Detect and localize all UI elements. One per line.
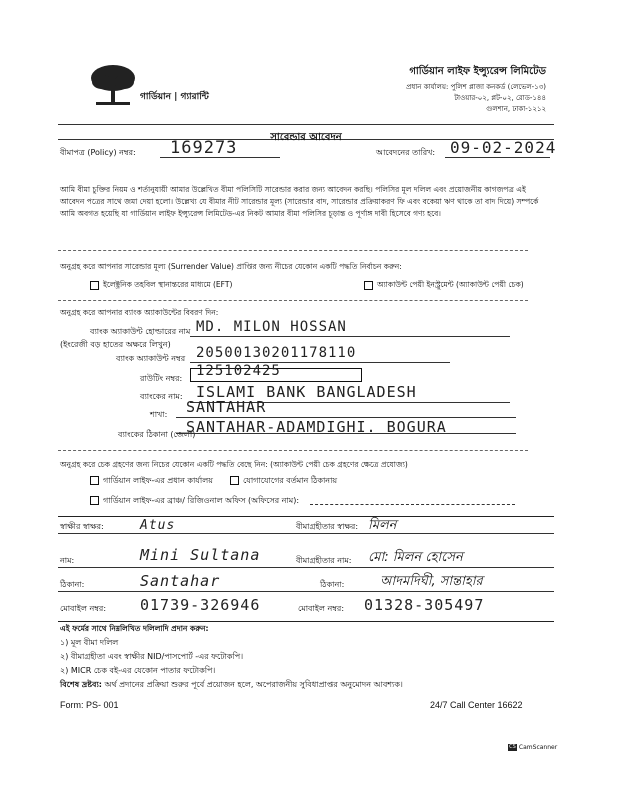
cheque-opt1[interactable] (90, 476, 213, 486)
eft-label: ইলেক্ট্রনিক তহবিল স্থানান্তরের মাধ্যমে (EFT) (103, 280, 233, 289)
witness-address-value[interactable]: Santahar (140, 572, 221, 590)
policy-label: বীমাপত্র (Policy) নম্বর: (60, 148, 136, 157)
witness-sig-label: স্বাক্ষীর স্বাক্ষর: (60, 522, 104, 531)
cheque-opt1-label: গার্ডিয়ান লাইফ-এর প্রধান কার্যালয় (103, 476, 213, 485)
company-logo (88, 62, 228, 108)
insured-mobile-label: মোবাইল নম্বর: (298, 604, 345, 613)
acc-holder-value[interactable]: MD. MILON HOSSAN (196, 319, 347, 335)
form-title: সারেন্ডার আবেদন (270, 132, 342, 143)
scanner-label: CamScanner (518, 744, 558, 751)
insured-sig-value[interactable]: মিলন (368, 518, 397, 533)
cheque-opt2-checkbox[interactable] (230, 476, 239, 485)
cheque-label: অ্যাকাউন্ট পেয়ী ইনস্ট্রুমেন্ট (অ্যাকাউন্ট পেয়ী চেক) (377, 280, 524, 289)
bank-intro: অনুগ্রহ করে আপনার ব্যাংক অ্যাকাউন্টের বিবরণ দিন: (60, 308, 219, 317)
tree-logo-icon (88, 62, 138, 108)
insured-address-value[interactable]: আদমদিঘী, সান্তাহার (380, 574, 483, 589)
payment-intro: অনুগ্রহ করে আপনার সারেন্ডার মূল্য (Surrender Value) প্রাপ্তির জন্য নীচের যেকোন একটি পদ্ধতি নির্বাচন করুন: (60, 262, 402, 271)
bank-address-value[interactable]: SANTAHAR-ADAMDIGHI. BOGURA (186, 418, 447, 436)
doc-item-2: ২) বীমাগ্রহীতা এবং স্বাক্ষীর NID/পাসপোর্ট -এর ফটোকপি। (60, 652, 244, 661)
bank-name-value[interactable]: ISLAMI BANK BANGLADESH (196, 383, 417, 401)
eft-checkbox[interactable] (90, 281, 99, 290)
insured-name-value[interactable]: মো: মিলন হোসেন (368, 550, 463, 565)
routing-value[interactable]: 125102425 (196, 363, 281, 379)
acc-holder-label: ব্যাংক অ্যাকাউন্ট হোল্ডারের নাম (90, 327, 191, 336)
routing-label: রাউটিং নম্বর: (140, 374, 183, 383)
witness-name-label: নাম: (60, 556, 75, 565)
camscanner-icon: CS (509, 744, 516, 750)
logo-text: গার্ডিয়ান | গ্যারান্টি (140, 92, 209, 102)
call-center: 24/7 Call Center 16622 (430, 700, 523, 710)
witness-address-label: ঠিকানা: (60, 580, 85, 589)
acc-no-label: ব্যাংক অ্যাকাউন্ট নম্বর (116, 354, 186, 363)
company-name: গার্ডিয়ান লাইফ ইন্স্যুরেন্স লিমিটেড (409, 66, 546, 77)
witness-mobile-label: মোবাইল নম্বর: (60, 604, 107, 613)
note-label: বিশেষ দ্রষ্টব্য: (60, 680, 102, 689)
witness-mobile-value[interactable]: 01739-326946 (140, 596, 261, 614)
cheque-opt3-label: গার্ডিয়ান লাইফ-এর ব্রাঞ্চ/ রিজিওনাল অফিস (অফিসের নাম): (103, 496, 300, 505)
cheque-opt2-label: যোগাযোগের বর্তমান ঠিকানায় (243, 476, 338, 485)
address-line2: টাওয়ার-০২, প্লট-০২, রোড-১৪৪ (454, 94, 546, 102)
docs-intro: এই ফর্মের সাথে নিম্নলিখিত দলিলাদি প্রদান করুন: (60, 624, 209, 633)
cheque-opt3-checkbox[interactable] (90, 496, 99, 505)
acc-holder-note: (ইংরেজী বড় হাতের অক্ষরে লিখুন) (60, 340, 171, 349)
payment-eft-option[interactable] (90, 280, 232, 290)
payment-cheque-option[interactable] (364, 280, 524, 290)
form-number: Form: PS- 001 (60, 700, 119, 710)
special-note (60, 680, 403, 690)
witness-name-value[interactable]: Mini Sultana (140, 546, 261, 564)
branch-label: শাখা: (150, 410, 168, 419)
note-text: অর্থ প্রদানের প্রক্রিয়া শুরুর পূর্বে প্রয়োজন হলে, অপেরাজনীয় সুবিধাপ্রাপ্তর অনুমোদন আবশ্যক। (104, 680, 403, 689)
cheque-opt1-checkbox[interactable] (90, 476, 99, 485)
cheque-intro: অনুগ্রহ করে চেক গ্রহণের জন্য নিচের যেকোন একটি পদ্ধতি বেছে নিন: (অ্যাকাউন্ট পেয়ী চেক গ্রহণের ক্ষেত্রে প্রযোজ্য) (60, 460, 408, 469)
policy-value[interactable]: 169273 (170, 138, 238, 158)
address-line1: প্রধান কার্যালয়: পুলিশ প্লাজা কনকর্ড (লেভেল-১৩) (406, 83, 546, 91)
address-line3: গুলশান, ঢাকা-১২১২ (486, 105, 546, 113)
date-label: আবেদনের তারিখ: (376, 148, 436, 157)
cheque-checkbox[interactable] (364, 281, 373, 290)
insured-name-label: বীমাগ্রহীতার নাম: (296, 556, 352, 565)
insured-mobile-value[interactable]: 01328-305497 (364, 596, 485, 614)
doc-item-3: ২) MICR চেক বই-এর যেকোন পাতার ফটোকপি। (60, 666, 216, 675)
cheque-opt2[interactable] (230, 476, 337, 486)
branch-value[interactable]: SANTAHAR (186, 398, 267, 416)
declaration-text: আমি বীমা চুক্তির নিয়ম ও শর্তানুযায়ী আমার উল্লেখিত বীমা পলিসিটি সারেন্ডার করার জন্য আবেদন করছি। পলিসির মূল দলিল এবং প্রয়োজনীয় কাগজপত্র এই আবেদন পত্রের সাথে জমা দেয়া হলো। উল্লেখ্য যে বীমার নীট সারেন্ডার মূল্য (সারেন্ডার বাদ, সারেন্ডার প্রক্রিয়াকরণ ফি এবং বকেয়া ঋণ থাকে তা বাদ দিয়ে) সম্পর্কে আমি অবগত হয়েছি যা গার্ডিয়ান লাইফ ইন্স্যুরেন্স লিমিটেড-এর নিকট আমার বীমা পলিসির চূড়ান্ত ও পূর্ণাঙ্গ দাবী হিসেবে গণ্য হবে। (60, 185, 539, 218)
witness-sig-value[interactable]: Atus (140, 518, 176, 533)
cheque-opt3[interactable] (90, 496, 299, 506)
doc-item-1: ১) মূল বীমা দলিল (60, 638, 119, 647)
acc-no-value[interactable]: 20500130201178110 (196, 345, 357, 361)
bank-name-label: ব্যাংকের নাম: (140, 392, 183, 401)
date-value[interactable]: 09-02-2024 (450, 138, 557, 157)
bank-address-label: ব্যাংকের ঠিকানা (জেলা) (118, 430, 196, 439)
insured-sig-label: বীমাগ্রহীতার স্বাক্ষর: (296, 522, 359, 531)
insured-address-label: ঠিকানা: (320, 580, 345, 589)
scanner-badge (508, 744, 557, 751)
